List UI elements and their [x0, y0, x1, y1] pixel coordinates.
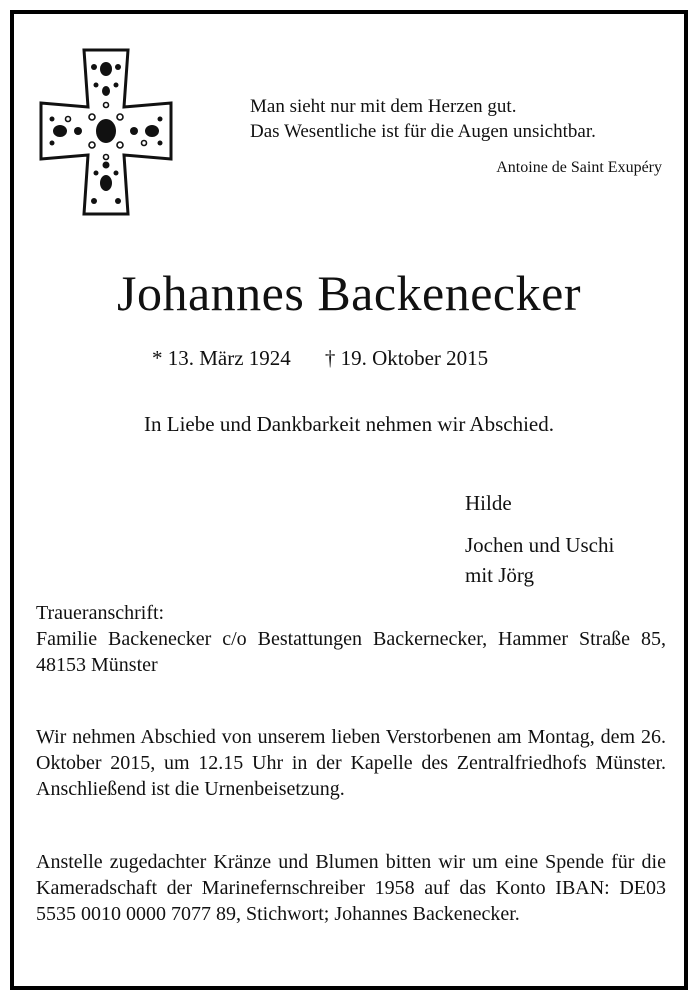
mourner-name: Hilde — [465, 491, 512, 515]
mourners-list — [465, 488, 614, 590]
quote-line: Man sieht nur mit dem Herzen gut. — [250, 96, 517, 117]
deceased-name: Johannes Backenecker — [117, 265, 581, 321]
birth-date: * 13. März 1924 — [152, 346, 291, 370]
quote-line: Das Wesentliche ist für die Augen unsichtbar. — [250, 121, 596, 142]
mourner-name: mit Jörg — [465, 563, 535, 587]
address-label: Traueranschrift: — [36, 602, 165, 624]
life-dates — [152, 346, 488, 371]
farewell-line: In Liebe und Dankbarkeit nehmen wir Abschied. — [144, 412, 554, 436]
jeweled-cross-icon — [38, 47, 174, 217]
epigraph-quote — [250, 94, 596, 144]
mourning-address — [36, 600, 666, 678]
address-text: Familie Backenecker c/o Bestattungen Backernecker, Hammer Straße 85, 48153 Münster — [36, 628, 666, 676]
quote-author: Antoine de Saint Exupéry — [496, 159, 662, 176]
funeral-service-text: Wir nehmen Abschied von unserem lieben Verstorbenen am Montag, dem 26. Oktober 2015, um 12.15 Uhr in der Kapelle des Zentralfriedhofs Münster. Anschließend ist die Urnenbeisetzung. — [36, 726, 666, 800]
death-date: † 19. Oktober 2015 — [324, 346, 489, 370]
mourner-name: Jochen und Uschi — [465, 533, 615, 557]
donation-request-text: Anstelle zugedachter Kränze und Blumen bitten wir um eine Spende für die Kameradschaft der Marinefernschreiber 1958 auf das Konto IBAN: DE03 5535 0010 0000 7077 89, Stichwort; Johannes Backenecker. — [36, 851, 666, 925]
obituary-notice — [10, 10, 688, 990]
